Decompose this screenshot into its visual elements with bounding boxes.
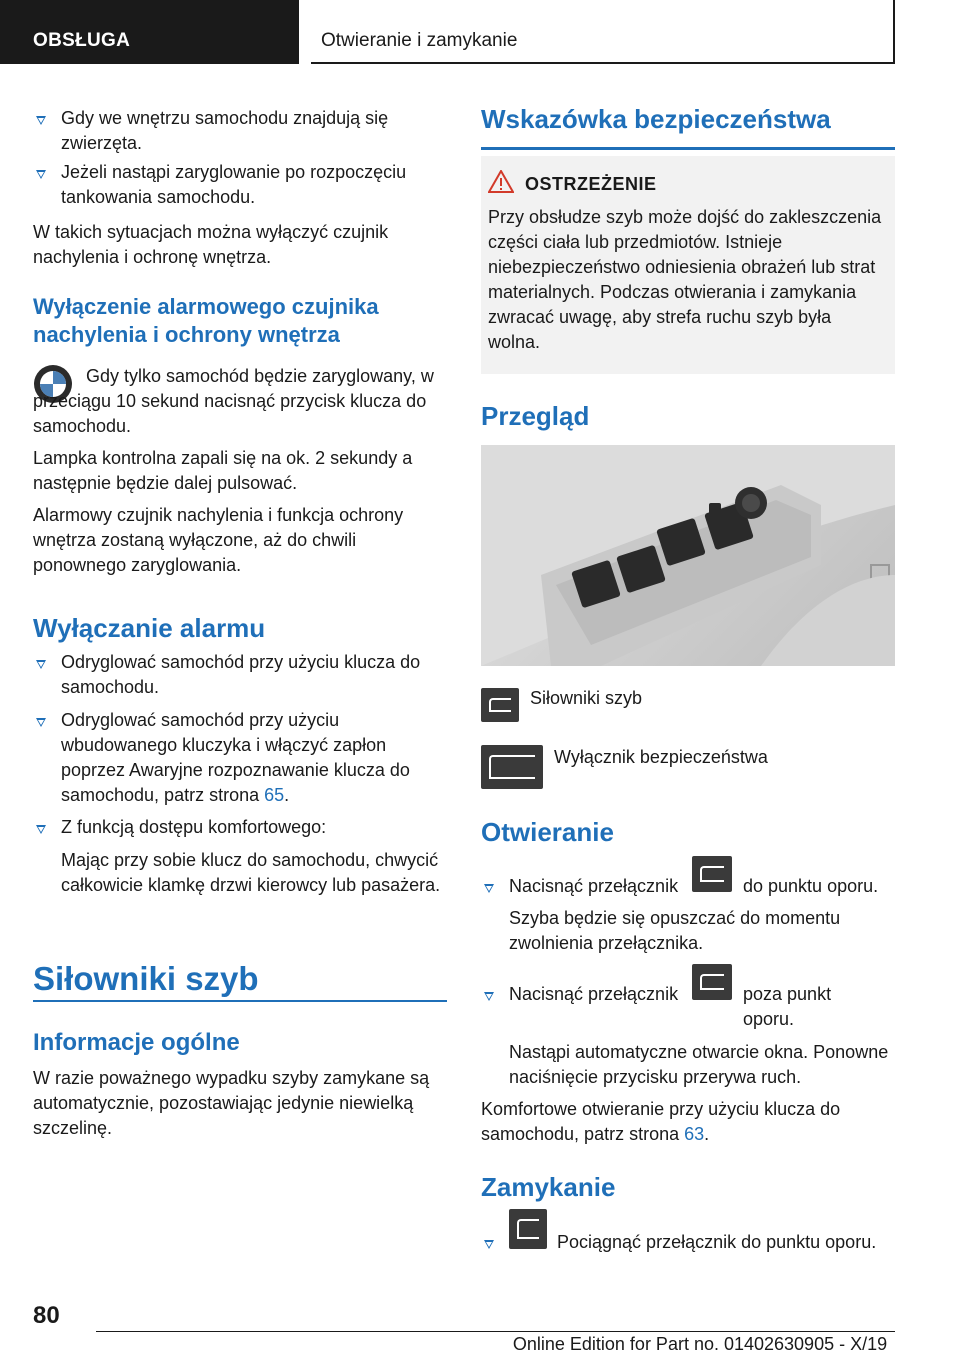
header-chapter-label: Otwieranie i zamykanie <box>321 30 518 51</box>
footer-rule <box>96 1331 895 1332</box>
paragraph: W takich sytuacjach można wyłączyć czujnik nachylenia i ochronę wnętrza. <box>33 222 389 267</box>
footer-edition: Online Edition for Part no. 01402630905 - X/19 <box>512 1334 888 1354</box>
bullet-text: do punktu oporu. <box>743 876 879 896</box>
paragraph-main: Komfortowe otwieranie przy użyciu klucza do samochodu, patrz strona <box>481 1099 841 1144</box>
bullet-text: Jeżeli nastąpi zaryglowanie po rozpoczęciu tankowania samochodu. <box>61 162 407 207</box>
window-switches-photo <box>481 445 895 666</box>
heading-rule <box>481 147 895 150</box>
window-switch-icon <box>481 688 519 722</box>
bullet-text: Gdy we wnętrzu samochodu znajdują się zwierzęta. <box>61 108 389 153</box>
bullet-triangle-icon <box>484 992 494 1001</box>
bullet-text-main: Odryglować samochód przy użyciu wbudowanego kluczyka i włączyć zapłon poprzez Awaryjne rozpoznawanie klucza do samochodu, patrz strona <box>61 710 410 805</box>
page-link-63[interactable]: 63 <box>684 1124 705 1144</box>
header-section-label: OBSŁUGA <box>33 30 131 51</box>
paragraph: Komfortowe otwieranie przy użyciu klucza do samochodu, patrz strona 63. <box>481 1099 841 1144</box>
paragraph: Lampka kontrolna zapali się na ok. 2 sekundy a następnie będzie dalej pulsować. <box>33 448 413 493</box>
bullet-triangle-icon <box>36 718 46 727</box>
legend-label: Wyłącznik bezpieczeństwa <box>554 747 768 767</box>
bullet-text: Z funkcją dostępu komfortowego: <box>61 817 327 837</box>
bullet-text: Nacisnąć przełącznik <box>509 876 679 896</box>
bullet-subtext: Szyba będzie się opuszczać do momentu zwolnienia przełącznika. <box>509 908 841 953</box>
page-link-65[interactable]: 65 <box>264 785 285 805</box>
chapter-heading: Siłowniki szyb <box>33 960 259 997</box>
section-heading: Zamykanie <box>481 1172 616 1202</box>
header-chapter-tab <box>311 0 895 64</box>
heading-rule <box>33 1000 447 1002</box>
bullet-subtext: Nastąpi automatyczne otwarcie okna. Ponowne naciśnięcie przycisku przerywa ruch. <box>509 1042 889 1087</box>
bullet-text: Nacisnąć przełącznik <box>509 984 679 1004</box>
warning-title: OSTRZEŻENIE <box>525 174 657 194</box>
safety-switch-icon <box>481 745 543 789</box>
paragraph: Gdy tylko samochód będzie zaryglowany, w przeciągu 10 sekund nacisnąć przycisk klucza do samochodu. <box>33 366 434 436</box>
section-heading: Wskazówka bezpieczeństwa <box>481 104 831 134</box>
bullet-triangle-icon <box>36 116 46 125</box>
page-number: 80 <box>33 1302 60 1329</box>
section-heading: Wyłączanie alarmu <box>33 613 266 643</box>
window-switch-icon <box>692 964 732 1000</box>
bullet-text: Pociągnąć przełącznik do punktu oporu. <box>557 1232 877 1252</box>
bullet-text: Odryglować samochód przy użyciu klucza do samochodu. <box>61 652 421 697</box>
bullet-triangle-icon <box>36 660 46 669</box>
paragraph: Alarmowy czujnik nachylenia i funkcja ochrony wnętrza zostaną wyłączone, aż do chwili ponownego zaryglowania. <box>33 505 404 575</box>
section-heading: Przegląd <box>481 401 590 431</box>
legend-label: Siłowniki szyb <box>530 688 643 708</box>
bullet-triangle-icon <box>36 170 46 179</box>
warning-triangle-icon <box>488 170 514 193</box>
header-section-tab <box>0 0 299 64</box>
paragraph: W razie poważnego wypadku szyby zamykane są automatycznie, pozostawiając jedynie niewielką szczelinę. <box>33 1068 430 1138</box>
window-switch-icon <box>509 1209 547 1249</box>
bullet-triangle-icon <box>484 884 494 893</box>
bullet-subtext: Mając przy sobie klucz do samochodu, chwycić całkowicie klamkę drzwi kierowcy lub pasażera. <box>61 850 441 895</box>
bullet-text: poza punkt oporu. <box>743 984 832 1029</box>
warning-text: Przy obsłudze szyb może dojść do zakleszczenia części ciała lub przedmiotów. Istnieje niebezpieczeństwo odniesienia obrażeń lub strat materialnych. Podczas otwierania i zamykania zwracać uwagę, aby strefa ruchu szyb była wolna. <box>488 207 882 352</box>
section-heading: Informacje ogólne <box>33 1029 240 1056</box>
bullet-text: Odryglować samochód przy użyciu wbudowanego kluczyka i włączyć zapłon poprzez Awaryjne rozpoznawanie klucza do samochodu, patrz strona 65. <box>61 710 410 805</box>
window-switch-icon <box>692 856 732 892</box>
bullet-triangle-icon <box>484 1240 494 1249</box>
section-heading: Otwieranie <box>481 817 614 847</box>
bullet-triangle-icon <box>36 825 46 834</box>
section-heading: Wyłączenie alarmowego czujnika nachylenia i ochrony wnętrza <box>33 294 379 347</box>
